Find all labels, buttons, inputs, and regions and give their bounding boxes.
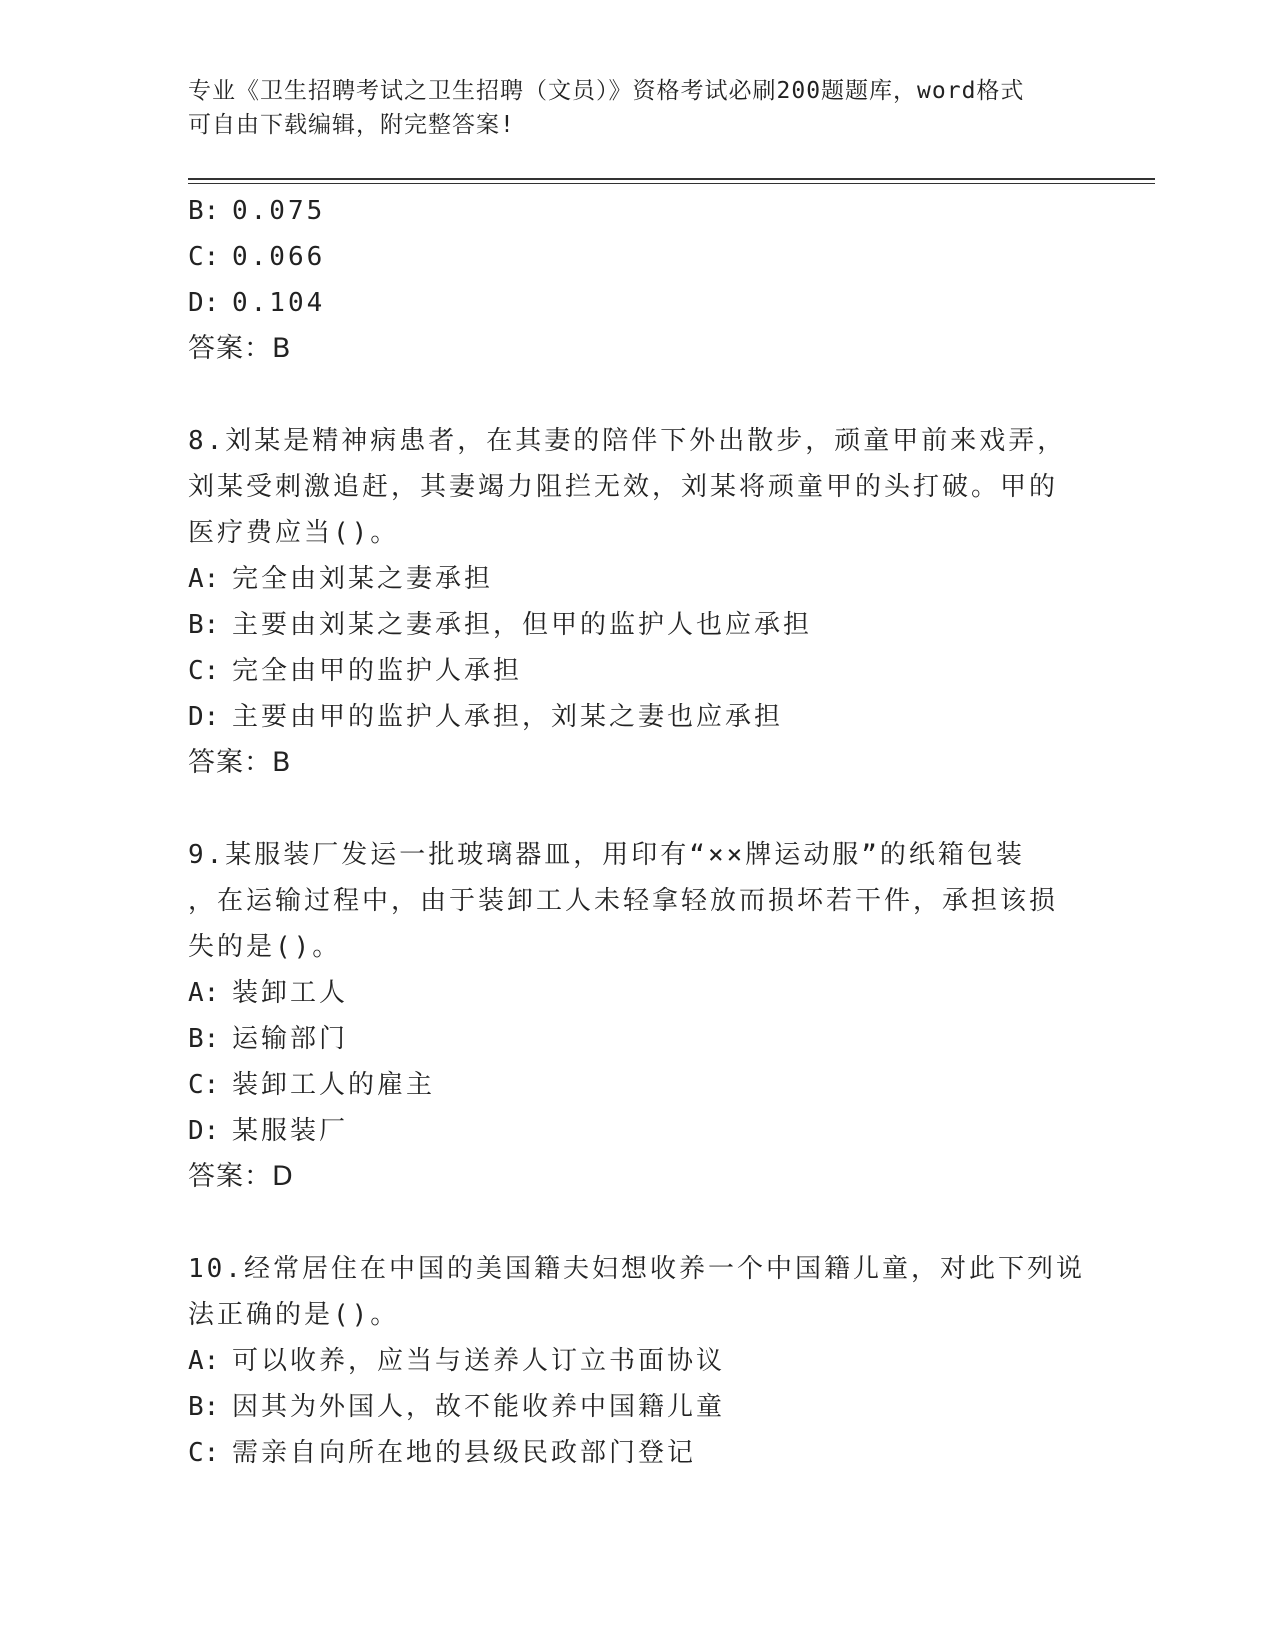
question-stem-line: 刘某受刺激追赶，其妻竭力阻拦无效，刘某将顽童甲的头打破。甲的 (188, 472, 1059, 502)
option-b: B: 0.075 (188, 196, 326, 226)
question-stem-line: 医疗费应当()。 (188, 518, 400, 548)
question-9 (188, 832, 1068, 1200)
question-stem-line: 9.某服装厂发运一批玻璃器皿，用印有“××牌运动服”的纸箱包装 (188, 840, 1025, 870)
page-header (188, 74, 1078, 142)
question-stem-line: 10.经常居住在中国的美国籍夫妇想收养一个中国籍儿童，对此下列说 (188, 1254, 1085, 1284)
option-c: C: 0.066 (188, 242, 326, 272)
option-b: B: 主要由刘某之妻承担，但甲的监护人也应承担 (188, 610, 813, 640)
option-b: B: 因其为外国人，故不能收养中国籍儿童 (188, 1392, 726, 1422)
option-a: A: 装卸工人 (188, 978, 349, 1008)
option-b: B: 运输部门 (188, 1024, 349, 1054)
answer-line: 答案：D (188, 1161, 294, 1192)
question-8 (188, 418, 1068, 786)
answer-line: 答案：B (188, 747, 292, 778)
header-line-2: 可自由下载编辑，附完整答案! (188, 112, 515, 138)
header-line-1: 专业《卫生招聘考试之卫生招聘（文员）》资格考试必刷200题题库，word格式 (188, 78, 1025, 104)
option-a: A: 完全由刘某之妻承担 (188, 564, 494, 594)
prev-question (188, 188, 1068, 372)
header-divider (188, 178, 1155, 184)
option-c: C: 需亲自向所在地的县级民政部门登记 (188, 1438, 697, 1468)
option-d: D: 0.104 (188, 288, 326, 318)
document-body (188, 188, 1085, 1476)
question-stem-line: 失的是()。 (188, 932, 342, 962)
option-d: D: 主要由甲的监护人承担，刘某之妻也应承担 (188, 702, 784, 732)
question-10 (188, 1246, 1085, 1476)
question-stem-line: 8.刘某是精神病患者，在其妻的陪伴下外出散步，顽童甲前来戏弄， (188, 426, 1067, 456)
question-stem-line: 法正确的是()。 (188, 1300, 400, 1330)
option-c: C: 装卸工人的雇主 (188, 1070, 436, 1100)
question-stem-line: ，在运输过程中，由于装卸工人未轻拿轻放而损坏若干件，承担该损 (188, 886, 1059, 916)
option-d: D: 某服装厂 (188, 1116, 349, 1146)
answer-line: 答案：B (188, 333, 292, 364)
option-c: C: 完全由甲的监护人承担 (188, 656, 523, 686)
option-a: A: 可以收养，应当与送养人订立书面协议 (188, 1346, 726, 1376)
